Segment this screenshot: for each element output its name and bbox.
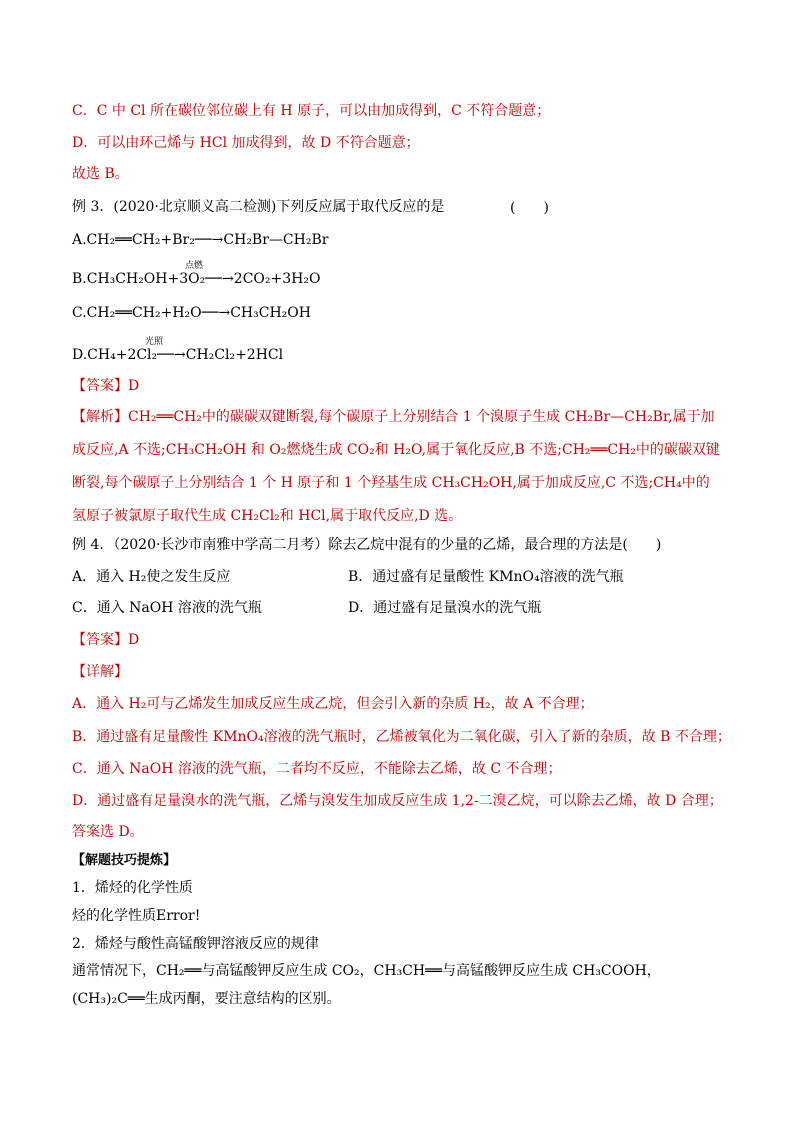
example3-option-a: A.CH₂══CH₂+Br₂──→CH₂Br—CH₂Br [72,232,329,248]
example4-detail-b: B．通过盛有足量酸性 KMnO₄溶液的洗气瓶时，乙烯被氧化为二氧化碳，引入了新的杂质，故 B 不合理； [72,729,731,745]
example4-title: 例 4．（2020·长沙市南雅中学高二月考）除去乙烷中混有的少量的乙烯，最合理的方法是( ) [72,537,662,553]
example3-option-b-condition: 点燃 [185,261,204,271]
example4-answer: 【答案】D [72,632,140,648]
tip2-body: 通常情况下，CH₂══与高锰酸钾反应生成 CO₂，CH₃CH══与高锰酸钾反应生成 CH₃COOH，(CH₃)₂C══生成丙酮，要注意结构的区别。 [72,963,661,1007]
example4-conclusion: 答案选 D。 [72,824,144,840]
example3-analysis [72,401,722,533]
example4-detail-c: C．通入 NaOH 溶液的洗气瓶，二者均不反应，不能除去乙烯，故 C 不合理； [72,761,562,777]
tip1-heading: 1．烯烃的化学性质 [72,880,193,896]
example4-option-c: C．通入 NaOH 溶液的洗气瓶 [72,600,262,616]
example4-option-a: A．通入 H₂使之发生反应 [72,569,231,585]
example3-option-c: C.CH₂══CH₂+H₂O──→CH₃CH₂OH [72,305,311,321]
tip1-body: 烃的化学性质Error! [72,908,201,924]
example4-option-d: D．通过盛有足量溴水的洗气瓶 [348,600,542,616]
example3-answer: 【答案】D [72,378,140,394]
conclusion-text: 故选 B。 [72,166,129,182]
option-d-explanation: D．可以由环己烯与 HCl 加成得到，故 D 不符合题意； [72,135,420,151]
example4-detail-label: 【详解】 [72,664,128,680]
analysis-body: CH₂══CH₂中的碳碳双键断裂,每个碳原子上分别结合 1 个溴原子生成 CH₂Br—CH₂Br,属于加成反应,A 不选;CH₃CH₂OH 和 O₂燃烧生成 CO₂和 H₂O,属于氧化反应,B 不选;CH₂══CH₂中的碳碳双键断裂,每个碳原子上分别结合 1 个 H 原子和 1 个羟基生成 CH₃CH₂OH,属于加成反应,C 不选;CH₄中的氢原子被氯原子取代生成 CH₂Cl₂和 HCl,属于取代反应,D 选。 [72,409,720,524]
option-c-explanation: C．C 中 Cl 所在碳位邻位碳上有 H 原子，可以由加成得到，C 不符合题意； [72,103,551,119]
tip2-heading: 2．烯烃与酸性高锰酸钾溶液反应的规律 [72,936,319,952]
example3-title: 例 3．(2020·北京顺义高二检测)下列反应属于取代反应的是 [72,199,445,215]
example4-option-b: B．通过盛有足量酸性 KMnO₄溶液的洗气瓶 [348,569,624,585]
tips-section-title: 【解题技巧提炼】 [72,853,177,868]
example3-option-d: D.CH₄+2Cl₂──→CH₂Cl₂+2HCl [72,347,284,363]
analysis-label: 【解析】 [72,409,128,425]
example3-bracket: ( ) [510,200,549,216]
example3-option-b: B.CH₃CH₂OH+3O₂──→2CO₂+3H₂O [72,271,321,287]
example4-detail-d: D．通过盛有足量溴水的洗气瓶，乙烯与溴发生加成反应生成 1,2-二溴乙烷，可以除去乙烯，故 D 合理； [72,793,723,809]
example4-detail-a: A．通入 H₂可与乙烯发生加成反应生成乙烷，但会引入新的杂质 H₂，故 A 不合理； [72,696,594,712]
example3-option-d-condition: 光照 [145,337,164,347]
